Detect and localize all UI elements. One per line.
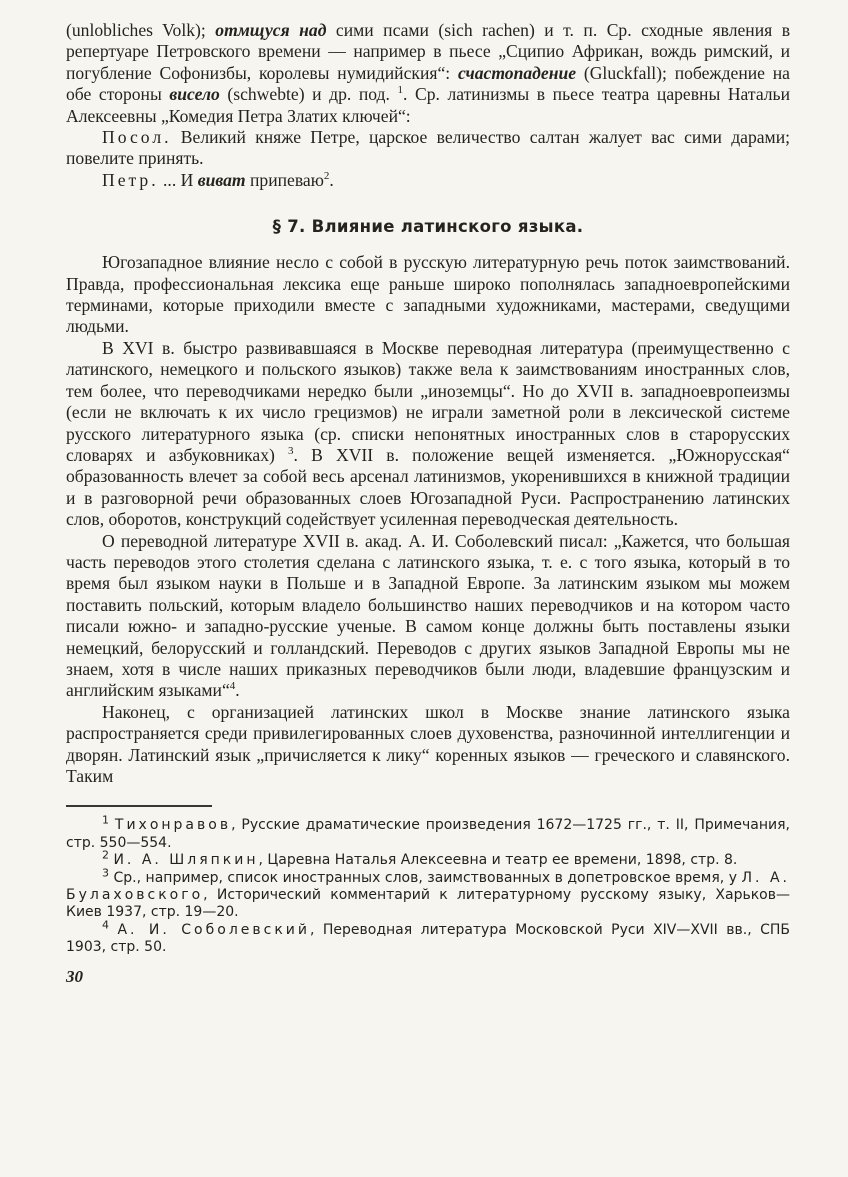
dialog-line-2 bbox=[66, 170, 790, 191]
footnote-ref: 1 bbox=[397, 84, 403, 97]
italic-run: отмщуся над bbox=[215, 20, 327, 40]
footnote-author: Тихонравов bbox=[114, 817, 232, 834]
text-run: (Gluckfall); побеждение на обе стороны bbox=[66, 62, 790, 105]
footnote-ref: 2 bbox=[323, 169, 330, 182]
speaker-name: Посол. bbox=[102, 127, 172, 148]
footnote-author: И. А. Шляпкин bbox=[113, 852, 259, 869]
footnote-number: 4 bbox=[102, 918, 109, 932]
footnote-text: , Царевна Наталья Алексеевна и театр ее времени, 1898, стр. 8. bbox=[258, 852, 738, 869]
text-run: . В XVII в. положение вещей изменяется. „Южнорусская“ образованность влечет за собой весь арсенал латинизмов, укоренившихся в книжной традиции и в разговорной речи образованных слоев Югозападной Руси. Распространению латинских слов, оборотов, конструкций содействует усиленная переводческая деятельность. bbox=[66, 444, 790, 530]
footnote-number: 3 bbox=[102, 865, 109, 879]
text-run: (unlobliches Volk); bbox=[66, 20, 216, 40]
footnote-number: 1 bbox=[102, 813, 109, 827]
intro-paragraph bbox=[66, 20, 790, 127]
footnote-ref: 4 bbox=[229, 680, 236, 693]
footnote-text: , Исторический комментарий к литературному русскому языку, Харьков—Киев 1937, стр. 19—20. bbox=[66, 887, 790, 921]
italic-run: счастопадение bbox=[457, 62, 577, 83]
text-run: О переводной литературе XVII в. акад. А. И. Соболевский писал: „Кажется, что большая часть переводов этого столетия сделана с латинского языка, т. е. с того языка, который в то время был языком науки в Польше и в Западной Европе. За латинским языком мы можем поставить польский, которым владело большинство наших переводчиков и на котором часто писали южно- и западно-русские ученые. В самом конце должны быть поставлены языки немецкий, белорусский и голландский. Переводов с других языков Западной Европы мы не знаем, хотя в числе наших приказных переводчиков были люди, владевшие французским и английским языками“ bbox=[66, 530, 790, 701]
text-run: В XVI в. быстро развивавшаяся в Москве переводная литература (преимущественно с латинского, немецкого и польского языков) также вела к заимствованиям иностранных слов, тем более, что переводчиками нередко были „иноземцы“. Но до XVII в. западноевропеизмы (если не включать к их число грецизмов) не играли заметной роли в лексической системе русского литературного языка (ср. списки непонятных иностранных слов в старорусских словарях и азбуковниках) bbox=[66, 337, 790, 465]
italic-run: висело bbox=[169, 84, 220, 105]
text-run: (schwebte) и др. под. bbox=[219, 84, 398, 105]
paragraph-2 bbox=[66, 338, 790, 531]
footnote-divider bbox=[66, 805, 212, 807]
footnote-text: , Русские драматические произведения 1672—1725 гг., т. II, Примечания, стр. 550—554. bbox=[66, 817, 790, 851]
speaker-name: Петр. bbox=[102, 169, 159, 190]
footnote-text: , Переводная литература Московской Руси XIV—XVII вв., СПБ 1903, стр. 50. bbox=[66, 921, 791, 956]
dialog-text: ... И bbox=[158, 169, 198, 190]
dialog-text: Великий княже Петре, царское величество салтан жалует вас сими дарами; повелите принять. bbox=[66, 127, 790, 169]
dialog-text: . bbox=[329, 169, 334, 190]
footnote-2 bbox=[66, 848, 790, 869]
footnote-author: Л. А. Булаховского bbox=[66, 869, 790, 904]
text-run: сими псами (sich rachen) и т. п. Ср. сходные явления в репертуаре Петровского времени — например в пьесе „Сципио Африкан, вождь римский, и погубление Софонизбы, королевы нумидийския“: bbox=[66, 20, 791, 83]
paragraph-1: Югозападное влияние несло с собой в русскую литературную речь поток заимствований. Правда, профессиональная лексика еще раньше широко пополнялась западноевропейскими терминами, которые приходили вместе с западными художниками, мастерами, сведущими людьми. bbox=[66, 252, 790, 337]
footnote-author: А. И. Соболевский bbox=[117, 921, 310, 938]
paragraph-3 bbox=[66, 531, 790, 702]
italic-run: виват bbox=[197, 169, 246, 190]
text-run: . bbox=[235, 680, 240, 701]
section-heading: § 7. Влияние латинского языка. bbox=[272, 217, 584, 237]
dialog-text: припеваю bbox=[245, 169, 324, 190]
footnote-ref: 3 bbox=[288, 445, 294, 458]
footnote-3 bbox=[66, 865, 790, 922]
paragraph-4: Наконец, с организацией латинских школ в Москве знание латинского языка распространяется среди привилегированных слоев духовенства, разночинной интеллигенции и дворян. Латинский язык „причисляется к лику“ коренных языков — греческого и славянского. Таким bbox=[66, 701, 790, 786]
page-number: 30 bbox=[66, 966, 83, 986]
text-run: . Ср. латинизмы в пьесе театра царевны Натальи Алексеевны „Комедия Петра Златих ключей“: bbox=[66, 84, 790, 126]
footnote-text: Ср., например, список иностранных слов, заимствованных в допетровское время, у bbox=[113, 869, 742, 886]
dialog-line-1 bbox=[66, 127, 790, 170]
footnote-4 bbox=[66, 918, 791, 957]
footnote-number: 2 bbox=[102, 848, 109, 862]
footnote-1 bbox=[66, 813, 790, 852]
